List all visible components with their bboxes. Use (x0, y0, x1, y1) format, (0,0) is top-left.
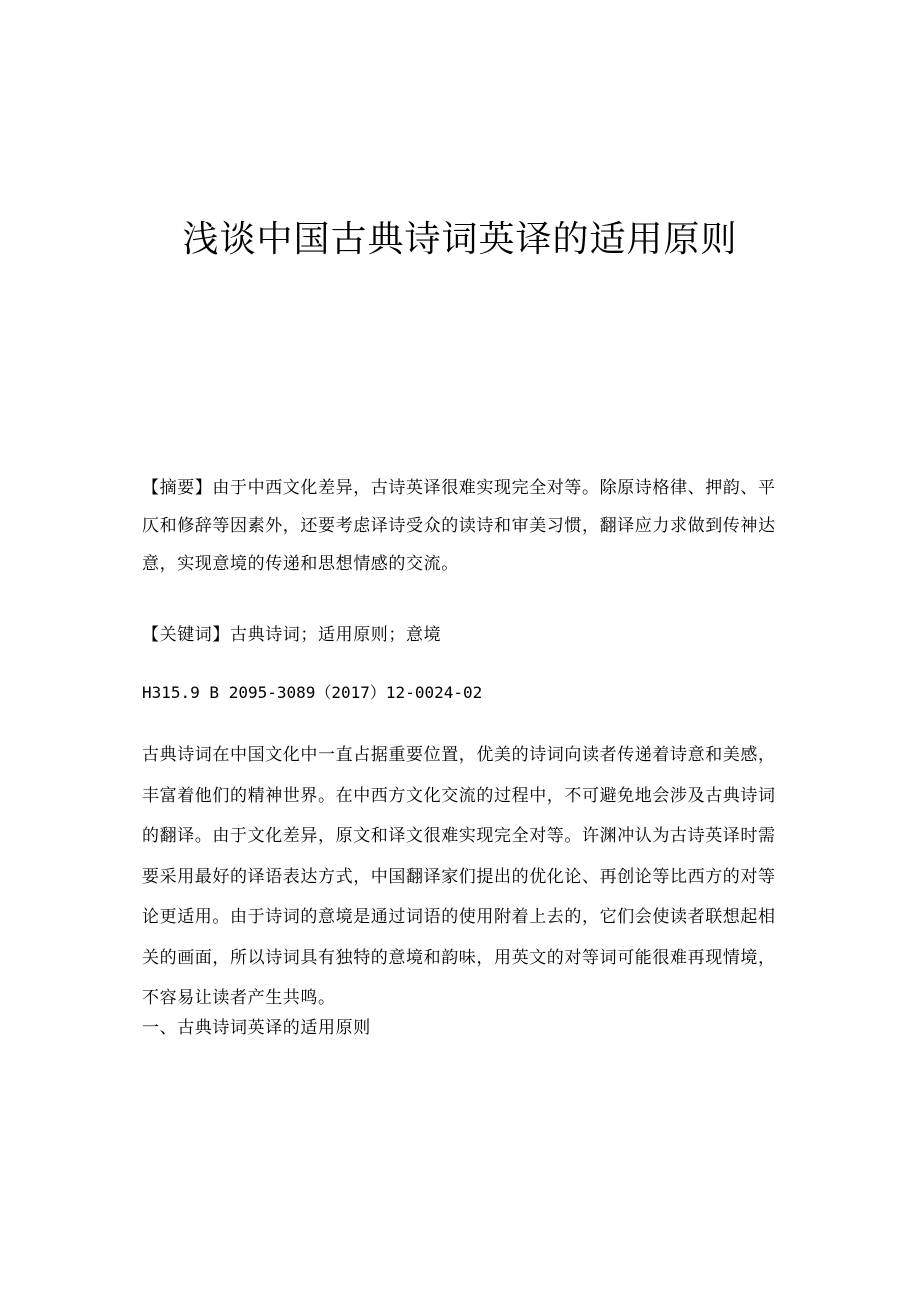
section-heading: 一、古典诗词英译的适用原则 (142, 1018, 371, 1038)
document-title: 浅谈中国古典诗词英译的适用原则 (182, 219, 738, 260)
keywords-line: 【关键词】古典诗词；适用原则；意境 (142, 625, 442, 645)
abstract-paragraph: 【摘要】由于中西文化差异，古诗英译很难实现完全对等。除原诗格律、押韵、平仄和修辞等因素外，还要考虑译诗受众的读诗和审美习惯，翻译应力求做到传神达意，实现意境的传递和思想情感的交流。 (142, 478, 776, 574)
intro-paragraph: 古典诗词在中国文化中一直占据重要位置，优美的诗词向读者传递着诗意和美感，丰富着他们的精神世界。在中西方文化交流的过程中，不可避免地会涉及古典诗词的翻译。由于文化差异，原文和译文很难实现完全对等。许渊冲认为古诗英译时需要采用最好的译语表达方式，中国翻译家们提出的优化论、再创论等比西方的对等论更适用。由于诗词的意境是通过词语的使用附着上去的，它们会使读者联想起相关的画面，所以诗词具有独特的意境和韵味，用英文的对等词可能很难再现情境，不容易让读者产生共鸣。 (142, 745, 776, 1008)
classification-code: H315.9 B 2095-3089（2017）12-0024-02 (142, 683, 483, 702)
